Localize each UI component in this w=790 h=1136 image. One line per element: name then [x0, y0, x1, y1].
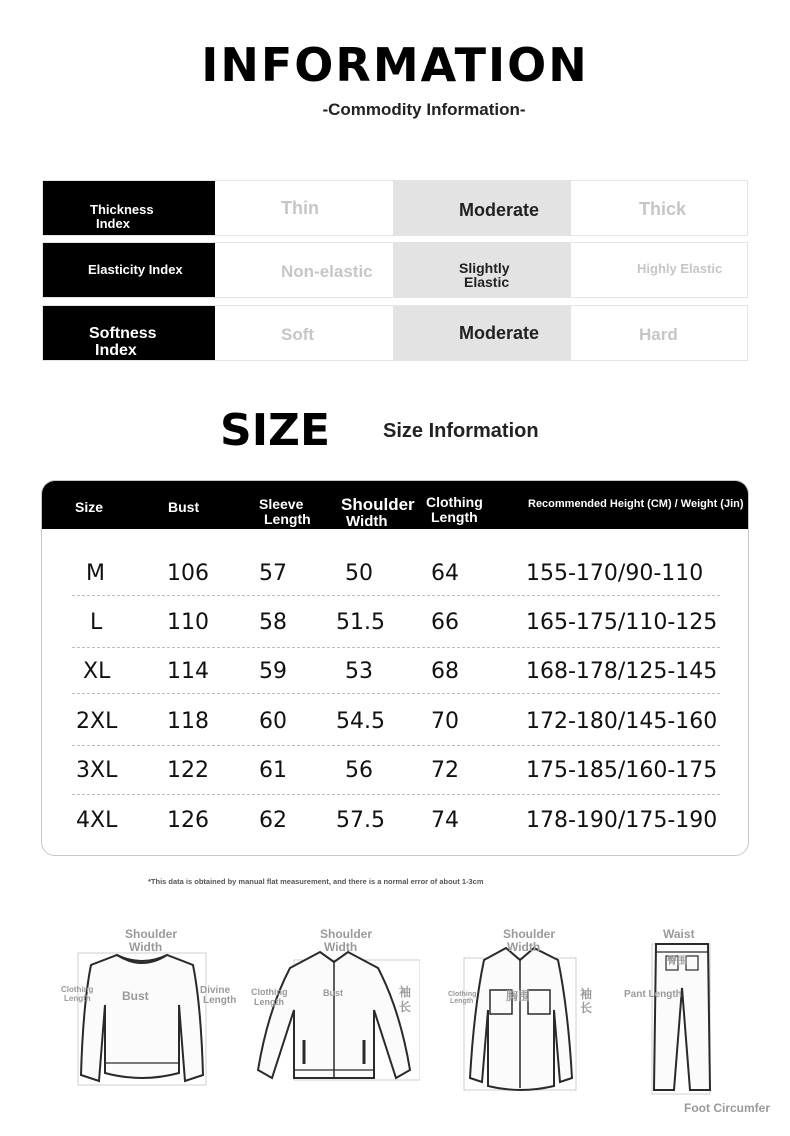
page-subtitle: -Commodity Information-: [322, 100, 526, 119]
cell-recommended: 168-178/125-145: [526, 659, 718, 684]
option-cell: [215, 306, 393, 360]
attribute-label-line1: Thickness: [90, 202, 154, 217]
attribute-row-thickness: [42, 180, 748, 236]
option-cell-selected: [393, 181, 571, 235]
header-clothing-line2: Length: [431, 509, 478, 525]
option-label: Hard: [639, 325, 678, 344]
cell-shoulder: 54.5: [336, 709, 385, 734]
cell-sleeve: 62: [259, 808, 287, 833]
table-row: [42, 746, 748, 796]
header-size: Size: [75, 499, 104, 515]
cell-bust: 122: [167, 758, 209, 783]
shirt-diagram: [462, 938, 580, 1094]
jacket-length-label: Clothing: [251, 987, 288, 997]
option-label: Thin: [281, 198, 319, 218]
sweater-shoulder-label-2: Width: [129, 940, 163, 954]
cell-clothing: 70: [431, 709, 459, 734]
option-label: Highly Elastic: [637, 261, 723, 276]
cell-recommended: 155-170/90-110: [526, 561, 704, 586]
header-sleeve-line2: Length: [264, 511, 311, 527]
table-row: [42, 549, 748, 599]
option-cell: [571, 306, 749, 360]
attribute-label: [43, 243, 215, 297]
pants-waist-label: Waist: [663, 927, 695, 941]
option-cell: [571, 181, 749, 235]
attribute-label-line1: Elasticity Index: [88, 262, 183, 277]
shirt-shoulder-label-2: Width: [507, 940, 541, 954]
attribute-label-line1: Softness: [89, 325, 157, 342]
cell-clothing: 68: [431, 659, 459, 684]
jacket-length-label-2: Length: [254, 997, 284, 1007]
size-title: SIZE: [220, 405, 331, 456]
cell-sleeve: 61: [259, 758, 287, 783]
header-shoulder-line1: Shoulder: [341, 495, 415, 514]
shirt-length-label-2: Length: [450, 998, 474, 1005]
option-label: Thick: [639, 199, 687, 219]
pants-foot-label: Foot Circumfer: [684, 1101, 771, 1115]
cell-bust: 106: [167, 561, 209, 586]
shirt-sleeve-label: 袖: [580, 987, 593, 1001]
header-bust: Bust: [168, 499, 200, 515]
cell-recommended: 175-185/160-175: [526, 758, 718, 783]
attribute-row-elasticity: [42, 242, 748, 298]
option-label-line1: Slightly: [459, 260, 510, 276]
cell-size: M: [86, 561, 105, 586]
jacket-sleeve-label: 袖: [399, 985, 412, 999]
cell-bust: 118: [167, 709, 209, 734]
option-cell-selected: [393, 306, 571, 360]
shirt-sleeve-label-2: 长: [580, 1001, 593, 1015]
option-label: Soft: [281, 325, 315, 344]
cell-bust: 110: [167, 610, 209, 635]
jacket-bust-label: Bust: [323, 988, 343, 998]
table-row: [42, 598, 748, 648]
cell-recommended: 165-175/110-125: [526, 610, 718, 635]
cell-clothing: 66: [431, 610, 459, 635]
attribute-label: [43, 306, 215, 360]
cell-size: XL: [83, 659, 111, 684]
header-clothing-line1: Clothing: [426, 494, 483, 510]
attribute-label-line2: Index: [95, 342, 137, 359]
cell-clothing: 74: [431, 808, 459, 833]
option-label-line2: Elastic: [464, 274, 510, 290]
cell-sleeve: 59: [259, 659, 287, 684]
table-row: [42, 796, 748, 846]
sweater-length-label: Clothing: [61, 985, 94, 994]
sweater-bust-label: Bust: [122, 989, 149, 1003]
sweater-shoulder-label: Shoulder: [125, 927, 178, 941]
option-cell: [215, 243, 393, 297]
sweater-sleeve-label-2: Length: [203, 995, 237, 1006]
cell-clothing: 64: [431, 561, 459, 586]
sweater-sleeve-label: Divine: [200, 985, 231, 996]
cell-shoulder: 56: [345, 758, 373, 783]
cell-size: 4XL: [76, 808, 118, 833]
header-recommended: Recommended Height (CM) / Weight (Jin): [528, 498, 744, 510]
size-subtitle: Size Information: [383, 420, 539, 442]
size-table: [41, 480, 749, 856]
cell-recommended: 178-190/175-190: [526, 808, 718, 833]
cell-sleeve: 60: [259, 709, 287, 734]
pants-hip-label: 臀围: [667, 956, 687, 967]
shirt-bust-label: 胸围: [506, 989, 531, 1003]
cell-recommended: 172-180/145-160: [526, 709, 718, 734]
header-shoulder-line2: Width: [346, 513, 388, 530]
cell-size: 3XL: [76, 758, 118, 783]
jacket-shoulder-label-2: Width: [324, 940, 358, 954]
shirt-length-label: Clothing: [448, 991, 477, 998]
cell-shoulder: 51.5: [336, 610, 385, 635]
table-row: [42, 647, 748, 697]
row-divider: [72, 794, 720, 795]
jacket-sleeve-label-2: 长: [399, 1000, 412, 1014]
option-cell: [571, 243, 749, 297]
attribute-label: [43, 181, 215, 235]
cell-shoulder: 53: [345, 659, 373, 684]
page-title: INFORMATION: [201, 38, 589, 92]
attribute-label-line2: Index: [96, 216, 130, 231]
cell-shoulder: 57.5: [336, 808, 385, 833]
sweater-length-label-2: Length: [64, 994, 91, 1003]
measurement-note: *This data is obtained by manual flat measurement, and there is a normal error of about 1-3cm: [148, 877, 484, 886]
header-sleeve-line1: Sleeve: [259, 496, 304, 512]
cell-sleeve: 58: [259, 610, 287, 635]
cell-size: L: [90, 610, 103, 635]
cell-size: 2XL: [76, 709, 118, 734]
sweater-diagram: [75, 935, 210, 1087]
option-cell: [215, 181, 393, 235]
shirt-shoulder-label: Shoulder: [503, 927, 556, 941]
option-label: Moderate: [459, 200, 540, 220]
table-header: [42, 481, 748, 529]
option-label: Moderate: [459, 323, 540, 343]
row-divider: [72, 595, 720, 596]
cell-sleeve: 57: [259, 561, 287, 586]
row-divider: [72, 693, 720, 694]
pants-length-label: Pant Length: [624, 989, 682, 1000]
option-cell-selected: [393, 243, 571, 297]
table-row: [42, 697, 748, 747]
option-label: Non-elastic: [281, 262, 373, 281]
attribute-row-softness: [42, 305, 748, 361]
cell-clothing: 72: [431, 758, 459, 783]
jacket-diagram: [250, 940, 420, 1088]
jacket-shoulder-label: Shoulder: [320, 927, 373, 941]
cell-bust: 126: [167, 808, 209, 833]
cell-shoulder: 50: [345, 561, 373, 586]
cell-bust: 114: [167, 659, 209, 684]
